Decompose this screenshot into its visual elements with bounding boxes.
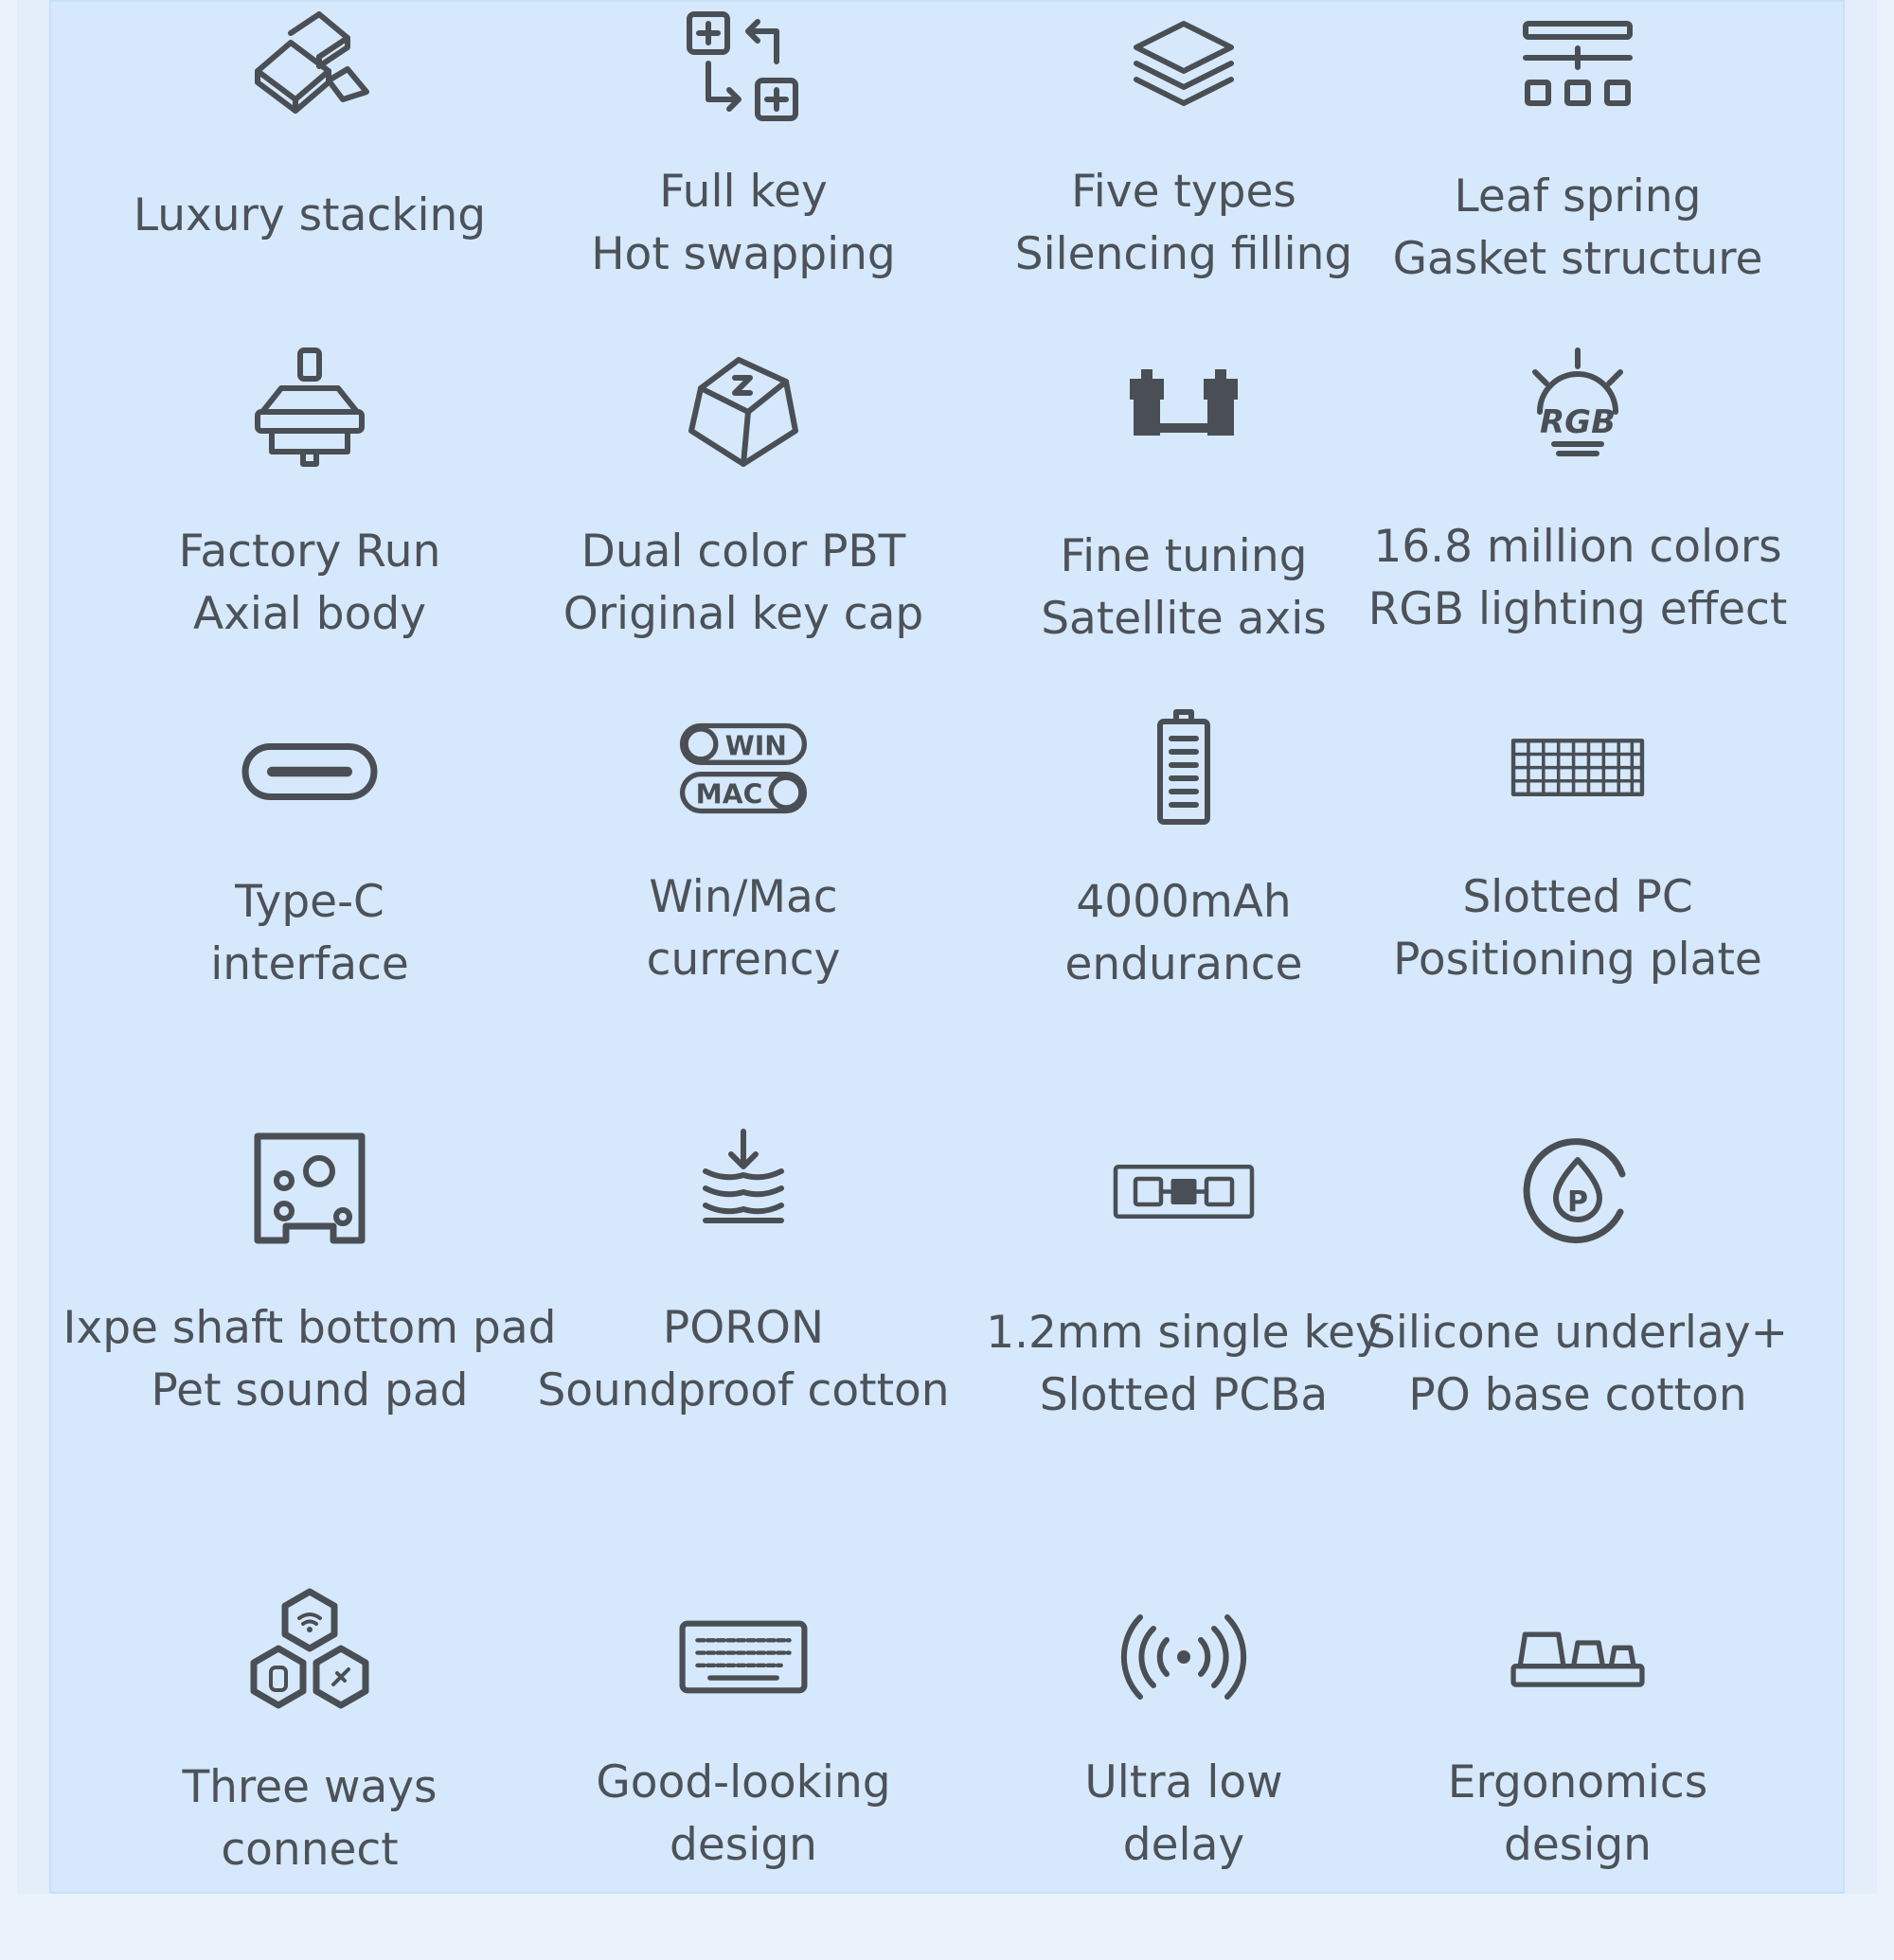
- feature-silicone: [1360, 1117, 1796, 1496]
- feature-label: Ixpe shaft bottom pad Pet sound pad: [63, 1302, 557, 1417]
- svg-text:MAC: MAC: [695, 778, 763, 811]
- feature-good-looking: [526, 1581, 961, 1960]
- keyboard-plate-icon: [1497, 696, 1658, 847]
- feature-label: Type-C interface: [210, 876, 409, 990]
- three-connect-icon: [229, 1581, 390, 1733]
- gasket-icon: [1497, 0, 1658, 151]
- feature-label: Full key Hot swapping: [591, 166, 896, 280]
- battery-icon: [1103, 696, 1264, 847]
- feature-label: Slotted PC Positioning plate: [1393, 871, 1762, 986]
- hot-swap-icon: [663, 0, 824, 151]
- feature-label: Ergonomics design: [1447, 1756, 1708, 1871]
- feature-ergonomics: [1360, 1581, 1796, 1960]
- feature-label: Factory Run Axial body: [178, 526, 441, 640]
- feature-poron: [526, 1117, 961, 1496]
- feature-type-c: [92, 696, 527, 1075]
- shaft-pad-icon: [229, 1117, 390, 1269]
- feature-gasket: [1360, 0, 1796, 379]
- feature-keycap: [526, 341, 961, 720]
- feature-label: Three ways connect: [182, 1761, 438, 1876]
- feature-label: Win/Mac currency: [646, 871, 841, 986]
- wireless-icon: [1103, 1581, 1264, 1733]
- keyboard-icon: [663, 1581, 824, 1733]
- feature-label: 1.2mm single key Slotted PCBa: [986, 1307, 1382, 1421]
- feature-label: Five types Silencing filling: [1014, 166, 1353, 280]
- feature-label: Fine tuning Satellite axis: [1041, 530, 1327, 645]
- feature-win-mac: [526, 696, 961, 1075]
- feature-luxury-stacking: [92, 0, 527, 379]
- feature-label: 16.8 million colors RGB lighting effect: [1367, 521, 1788, 635]
- svg-text:P: P: [1567, 1185, 1588, 1219]
- svg-text:RGB: RGB: [1539, 403, 1617, 441]
- ergonomic-keys-icon: [1497, 1581, 1658, 1733]
- feature-label: 4000mAh endurance: [1064, 876, 1303, 990]
- switch-icon: [229, 341, 390, 492]
- feature-ixpe-pad: [63, 1117, 557, 1496]
- feature-rgb: [1360, 341, 1796, 720]
- feature-panel: [49, 0, 1845, 1894]
- feature-label: Leaf spring Gasket structure: [1392, 170, 1763, 285]
- keycap-icon: [663, 341, 824, 492]
- win-mac-toggle-icon: [663, 696, 824, 847]
- feature-three-ways: [92, 1581, 527, 1960]
- feature-label: Luxury stacking: [133, 189, 487, 241]
- pcb-icon: [1103, 1117, 1264, 1269]
- feature-label: Dual color PBT Original key cap: [563, 526, 924, 640]
- right-edge: [1845, 0, 1877, 1894]
- rgb-icon: [1497, 341, 1658, 492]
- feature-pc-plate: [1360, 696, 1796, 1075]
- poron-drop-icon: [1497, 1117, 1658, 1269]
- usb-c-icon: [229, 696, 390, 847]
- feature-label: Ultra low delay: [1084, 1756, 1283, 1871]
- stabilizer-icon: [1103, 341, 1264, 492]
- feature-hot-swap: [526, 0, 961, 379]
- feature-label: Good-looking design: [596, 1756, 891, 1871]
- feature-factory-run: [92, 341, 527, 720]
- feature-label: PORON Soundproof cotton: [537, 1302, 950, 1417]
- left-edge: [17, 0, 49, 1894]
- gold-bars-icon: [229, 0, 390, 151]
- soundproof-icon: [663, 1117, 824, 1269]
- svg-text:WIN: WIN: [724, 730, 787, 762]
- feature-label: Silicone underlay+ PO base cotton: [1367, 1307, 1788, 1421]
- layers-icon: [1103, 0, 1264, 151]
